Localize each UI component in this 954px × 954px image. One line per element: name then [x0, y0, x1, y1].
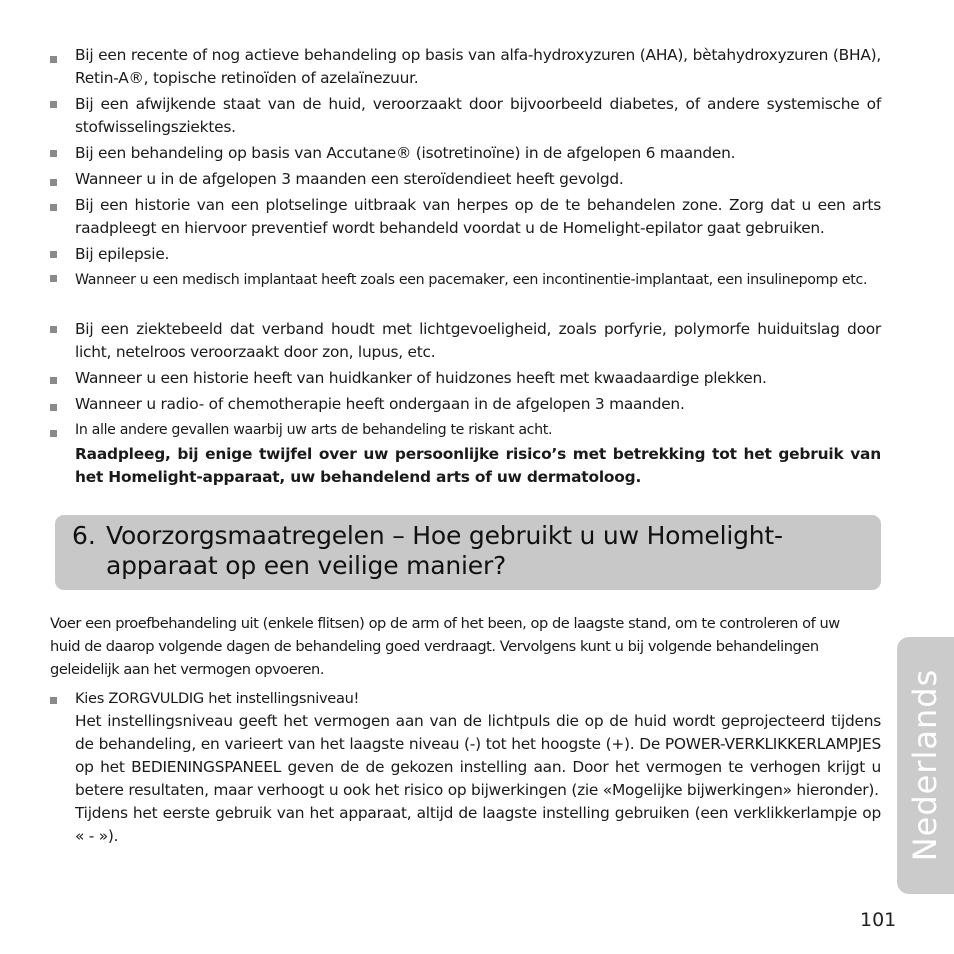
- bullet-square-icon: [50, 179, 57, 186]
- section-number: 6.: [72, 521, 96, 550]
- setting-lead: Kies ZORGVULDIG het instellingsniveau!: [75, 690, 360, 707]
- list-item-text: In alle andere gevallen waarbij uw arts de behandeling te riskant acht.: [75, 422, 553, 438]
- bullet-square-icon: [50, 56, 57, 63]
- list-item-text: Bij een historie van een plotselinge uitbraak van herpes op de te behandelen zone. Zorg dat u een arts raadpleegt en hiervoor preventief wordt behandeld voordat u de Homelight-epilator gaat gebruiken.: [75, 196, 881, 237]
- bullet-square-icon: [50, 251, 57, 258]
- setting-paragraph-2: Tijdens het eerste gebruik van het apparaat, altijd de laagste instelling gebruiken (een verklikkerlampje op « - »).: [75, 804, 881, 845]
- section-title: Voorzorgsmaatregelen – Hoe gebruikt u uw Homelight-apparaat op een veilige manier?: [106, 521, 783, 580]
- list-item-text: Bij een recente of nog actieve behandeling op basis van alfa-hydroxyzuren (AHA), bètahydroxyzuren (BHA), Retin-A®, topische retinoïden of azelaïnezuur.: [75, 46, 881, 87]
- list-item-text: Bij een behandeling op basis van Accutane® (isotretinoïne) in de afgelopen 6 maanden.: [75, 144, 736, 162]
- bullet-square-icon: [50, 101, 57, 108]
- intro-paragraph: Voer een proefbehandeling uit (enkele flitsen) op de arm of het been, op de laagste stand, om te controleren of uw huid de daarop volgende dagen de behandeling goed verdraagt. Vervolgens kunt u bij volgende behandelingen geleidelijk aan het vermogen opvoeren.: [50, 615, 840, 678]
- list-item-text: Bij een afwijkende staat van de huid, veroorzaakt door bijvoorbeeld diabetes, of andere systemische of stofwisselingsziektes.: [75, 95, 881, 136]
- bullet-square-icon: [50, 326, 57, 333]
- bullet-square-icon: [50, 697, 57, 704]
- bullet-square-icon: [50, 204, 57, 211]
- language-tab-label: Nederlands: [906, 668, 944, 862]
- list-item-text: Bij epilepsie.: [75, 245, 170, 263]
- page-number: 101: [860, 909, 897, 931]
- setting-level-item: [75, 687, 881, 848]
- section-heading-banner: [55, 515, 881, 590]
- bullet-square-icon: [50, 404, 57, 411]
- bullet-square-icon: [50, 377, 57, 384]
- list-item-text: Wanneer u in de afgelopen 3 maanden een steroïdendieet heeft gevolgd.: [75, 170, 624, 188]
- list-item-text: Wanneer u radio- of chemotherapie heeft ondergaan in de afgelopen 3 maanden.: [75, 395, 685, 413]
- consult-doctor-notice: Raadpleeg, bij enige twijfel over uw persoonlijke risico’s met betrekking tot het gebruik van het Homelight-apparaat, uw behandelend arts of uw dermatoloog.: [75, 445, 881, 486]
- list-item-text: Wanneer u een medisch implantaat heeft zoals een pacemaker, een incontinentie-implantaat, een insulinepomp etc.: [75, 272, 868, 288]
- bullet-square-icon: [50, 275, 57, 282]
- language-side-tab: [897, 637, 954, 894]
- setting-paragraph-1: Het instellingsniveau geeft het vermogen aan van de lichtpuls die op de huid wordt geprojecteerd tijdens de behandeling, en varieert van het laagste niveau (-) tot het hoogste (+). De POWER-VERKLIKKERLAMPJES op het BEDIENINGSPANEEL geven de de gekozen instelling aan. Door het vermogen te verhogen krijgt u betere resultaten, maar verhoogt u ook het risico op bijwerkingen (zie «Mogelijke bijwerkingen» hieronder).: [75, 712, 881, 799]
- bullet-square-icon: [50, 150, 57, 157]
- bullet-square-icon: [50, 430, 57, 437]
- list-item-text: Wanneer u een historie heeft van huidkanker of huidzones heeft met kwaadaardige plekken.: [75, 369, 767, 387]
- list-item-text: Bij een ziektebeeld dat verband houdt met lichtgevoeligheid, zoals porfyrie, polymorfe huiduitslag door licht, netelroos veroorzaakt door zon, lupus, etc.: [75, 320, 881, 361]
